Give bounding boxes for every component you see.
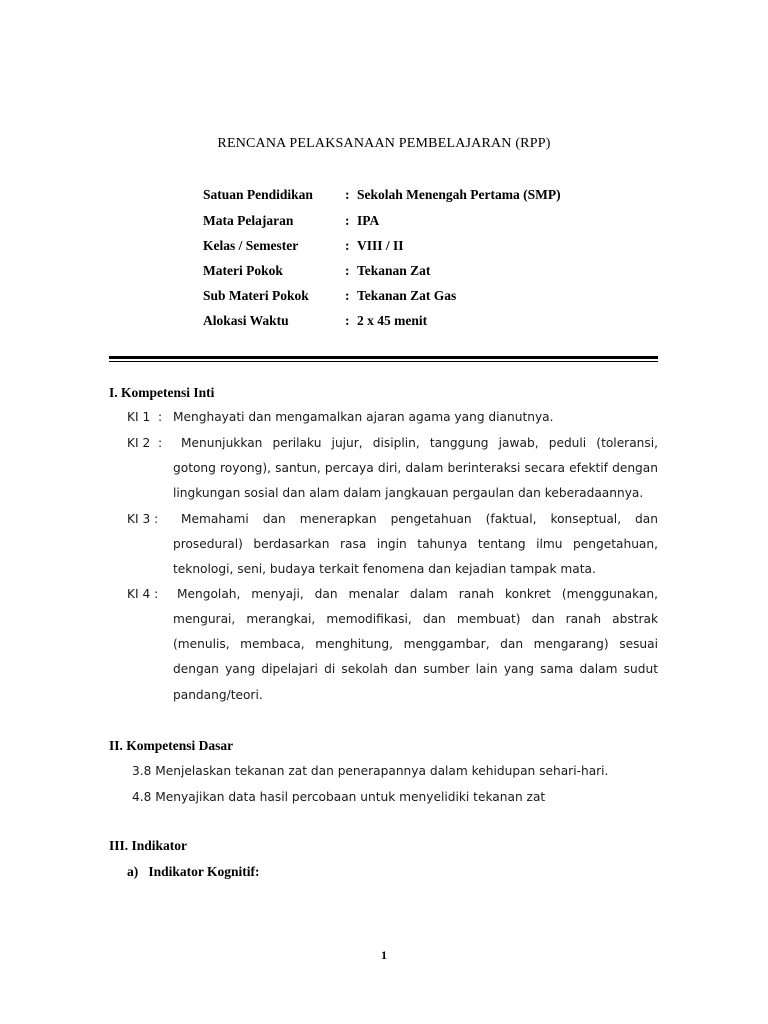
ki-line: Memahami dan menerapkan pengetahuan (faktual, konseptual, dan bbox=[181, 512, 658, 526]
ki-line: (menulis, membaca, menghitung, menggambar, dan mengarang) sesuai bbox=[173, 637, 658, 651]
meta-label: Materi Pokok bbox=[203, 263, 283, 278]
ki-line: gotong royong), santun, percaya diri, dalam berinteraksi secara efektif dengan bbox=[173, 461, 658, 475]
divider-thin bbox=[109, 361, 658, 362]
ki-code: KI 1 : bbox=[127, 410, 163, 424]
meta-colon: : bbox=[345, 288, 350, 303]
ki-line: Menunjukkan perilaku jujur, disiplin, tanggung jawab, peduli (toleransi, bbox=[181, 436, 658, 450]
section-heading-indikator: III. Indikator bbox=[109, 838, 188, 853]
meta-value: Sekolah Menengah Pertama (SMP) bbox=[357, 187, 561, 202]
meta-label: Kelas / Semester bbox=[203, 238, 299, 253]
ki-line: mengurai, merangkai, memodifikasi, dan membuat) dan ranah abstrak bbox=[173, 612, 658, 626]
ki-code: KI 3 : bbox=[127, 512, 159, 526]
meta-colon: : bbox=[345, 238, 350, 253]
kd-item-3-8: 3.8 Menjelaskan tekanan zat dan penerapannya dalam kehidupan sehari-hari. bbox=[132, 764, 609, 778]
ki-line: pandang/teori. bbox=[173, 688, 263, 702]
meta-colon: : bbox=[345, 187, 350, 202]
ki-line: Menghayati dan mengamalkan ajaran agama yang dianutnya. bbox=[173, 410, 554, 424]
ki-line: Mengolah, menyaji, dan menalar dalam ranah konkret (menggunakan, bbox=[177, 587, 658, 601]
subheading-indikator-kognitif: a) Indikator Kognitif: bbox=[127, 864, 260, 879]
meta-colon: : bbox=[345, 313, 350, 328]
section-heading-kompetensi-inti: I. Kompetensi Inti bbox=[109, 385, 215, 400]
ki-code: KI 4 : bbox=[127, 587, 159, 601]
meta-label: Satuan Pendidikan bbox=[203, 187, 313, 202]
ki-line: teknologi, seni, budaya terkait fenomena dan kejadian tampak mata. bbox=[173, 562, 596, 576]
meta-value: 2 x 45 menit bbox=[357, 313, 428, 328]
meta-label: Mata Pelajaran bbox=[203, 213, 294, 228]
meta-label: Alokasi Waktu bbox=[203, 313, 289, 328]
page-number: 1 bbox=[381, 948, 387, 962]
meta-value: VIII / II bbox=[357, 238, 404, 253]
meta-value: Tekanan Zat Gas bbox=[357, 288, 457, 303]
meta-colon: : bbox=[345, 213, 350, 228]
meta-label: Sub Materi Pokok bbox=[203, 288, 309, 303]
ki-line: dengan yang dipelajari di sekolah dan sumber lain yang sama dalam sudut bbox=[173, 662, 658, 676]
meta-value: IPA bbox=[357, 213, 380, 228]
ki-code: KI 2 : bbox=[127, 436, 163, 450]
kd-item-4-8: 4.8 Menyajikan data hasil percobaan untuk menyelidiki tekanan zat bbox=[132, 790, 546, 804]
section-heading-kompetensi-dasar: II. Kompetensi Dasar bbox=[109, 738, 234, 753]
meta-colon: : bbox=[345, 263, 350, 278]
document-title: RENCANA PELAKSANAAN PEMBELAJARAN (RPP) bbox=[217, 136, 551, 151]
ki-line: prosedural) berdasarkan rasa ingin tahunya tentang ilmu pengetahuan, bbox=[173, 537, 658, 551]
meta-value: Tekanan Zat bbox=[357, 263, 431, 278]
ki-line: lingkungan sosial dan alam dalam jangkauan pergaulan dan keberadaannya. bbox=[173, 486, 644, 500]
divider-thick bbox=[109, 356, 658, 359]
